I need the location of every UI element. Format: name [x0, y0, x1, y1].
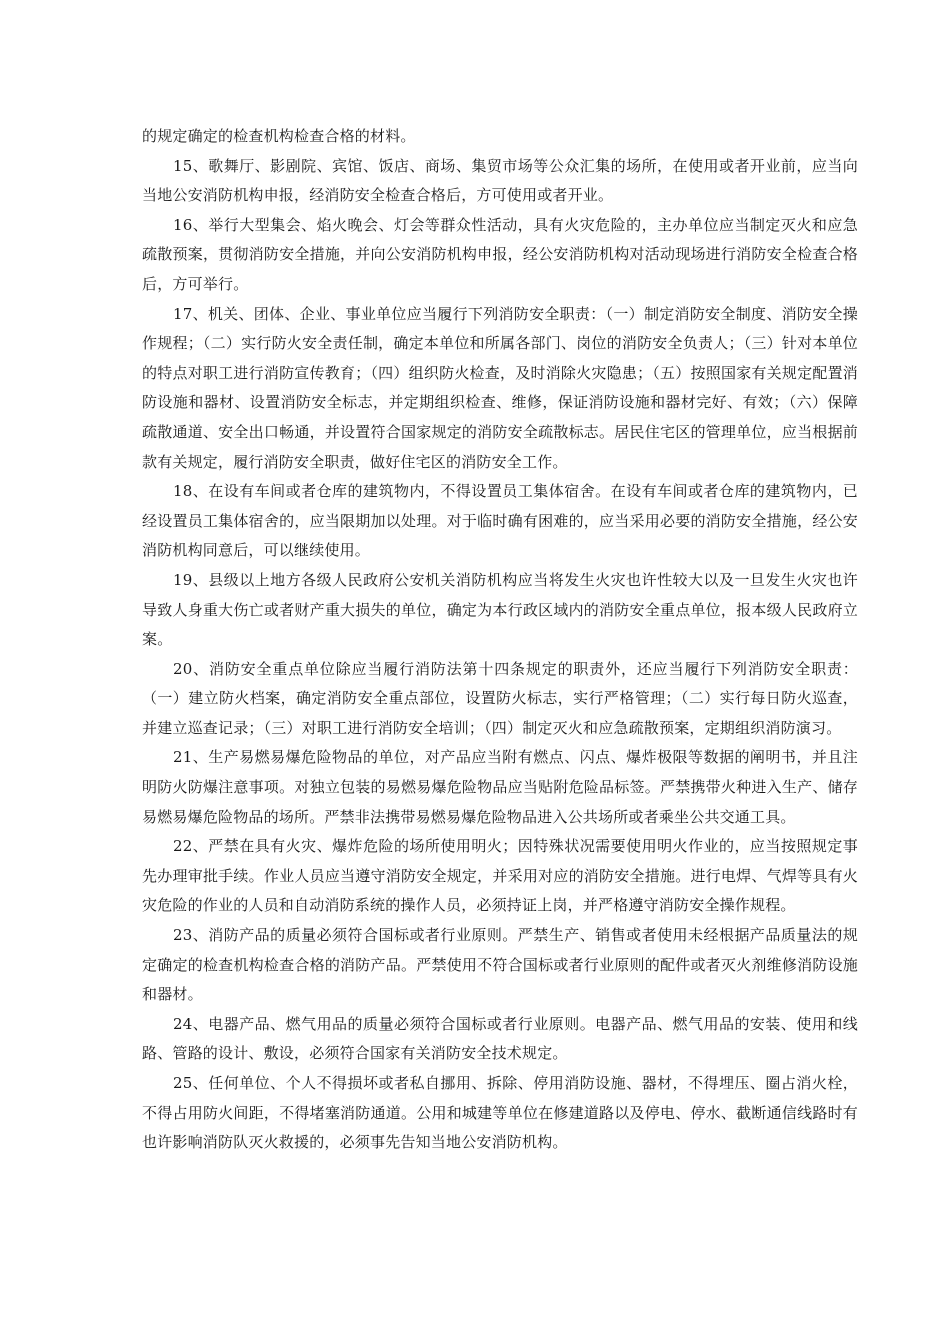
paragraph-continuation: 的规定确定的检查机构检查合格的材料。 — [142, 127, 416, 145]
paragraph-item-16: 16、举行大型集会、焰火晚会、灯会等群众性活动，具有火灾危险的，主办单位应当制定灭火和应急疏散预案，贯彻消防安全措施，并向公安消防机构申报，经公安消防机构对活动现场进行消防安全检查合格后，方可举行。 — [142, 215, 858, 293]
paragraph-item-17: 17、机关、团体、企业、事业单位应当履行下列消防安全职责：（一）制定消防安全制度、消防安全操作规程；（二）实行防火安全责任制，确定本单位和所属各部门、岗位的消防安全负责人；（三）针对本单位的特点对职工进行消防宣传教育；（四）组织防火检查，及时消除火灾隐患；（五）按照国家有关规定配置消防设施和器材、设置消防安全标志，并定期组织检查、维修，保证消防设施和器材完好、有效；（六）保障疏散通道、安全出口畅通，并设置符合国家规定的消防安全疏散标志。居民住宅区的管理单位，应当根据前款有关规定，履行消防安全职责，做好住宅区的消防安全工作。 — [142, 304, 858, 471]
paragraph-item-21: 21、生产易燃易爆危险物品的单位，对产品应当附有燃点、闪点、爆炸极限等数据的阐明书，并且注明防火防爆注意事项。对独立包装的易燃易爆危险物品应当贴附危险品标签。严禁携带火种进入生产、储存易燃易爆危险物品的场所。严禁非法携带易燃易爆危险物品进入公共场所或者乘坐公共交通工具。 — [142, 748, 858, 826]
paragraph-item-23: 23、消防产品的质量必须符合国标或者行业原则。严禁生产、销售或者使用未经根据产品质量法的规定确定的检查机构检查合格的消防产品。严禁使用不符合国标或者行业原则的配件或者灭火剂维修消防设施和器材。 — [142, 926, 858, 1004]
paragraph-item-24: 24、电器产品、燃气用品的质量必须符合国标或者行业原则。电器产品、燃气用品的安装、使用和线路、管路的设计、敷设，必须符合国家有关消防安全技术规定。 — [142, 1014, 858, 1063]
paragraph-item-25: 25、任何单位、个人不得损坏或者私自挪用、拆除、停用消防设施、器材，不得埋压、圈占消火栓，不得占用防火间距，不得堵塞消防通道。公用和城建等单位在修建道路以及停电、停水、截断通信线路时有也许影响消防队灭火救援的，必须事先告知当地公安消防机构。 — [142, 1074, 858, 1152]
paragraph-item-19: 19、县级以上地方各级人民政府公安机关消防机构应当将发生火灾也许性较大以及一旦发生火灾也许导致人身重大伤亡或者财产重大损失的单位，确定为本行政区域内的消防安全重点单位，报本级人民政府立案。 — [142, 570, 858, 649]
paragraph-item-20: 20、消防安全重点单位除应当履行消防法第十四条规定的职责外，还应当履行下列消防安全职责：（一）建立防火档案，确定消防安全重点部位，设置防火标志，实行严格管理；（二）实行每日防火巡查，并建立巡查记录；（三）对职工进行消防安全培训；（四）制定灭火和应急疏散预案，定期组织消防演习。 — [142, 659, 858, 737]
document-page — [142, 122, 858, 1158]
paragraph-item-22: 22、严禁在具有火灾、爆炸危险的场所使用明火；因特殊状况需要使用明火作业的，应当按照规定事先办理审批手续。作业人员应当遵守消防安全规定，并采用对应的消防安全措施。进行电焊、气焊等具有火灾危险的作业的人员和自动消防系统的操作人员，必须持证上岗，并严格遵守消防安全操作规程。 — [142, 837, 858, 915]
paragraph-item-18: 18、在设有车间或者仓库的建筑物内，不得设置员工集体宿舍。在设有车间或者仓库的建筑物内，已经设置员工集体宿舍的，应当限期加以处理。对于临时确有困难的，应当采用必要的消防安全措施，经公安消防机构同意后，可以继续使用。 — [142, 482, 858, 560]
paragraph-item-15: 15、歌舞厅、影剧院、宾馆、饭店、商场、集贸市场等公众汇集的场所，在使用或者开业前，应当向当地公安消防机构申报，经消防安全检查合格后，方可使用或者开业。 — [142, 156, 858, 205]
